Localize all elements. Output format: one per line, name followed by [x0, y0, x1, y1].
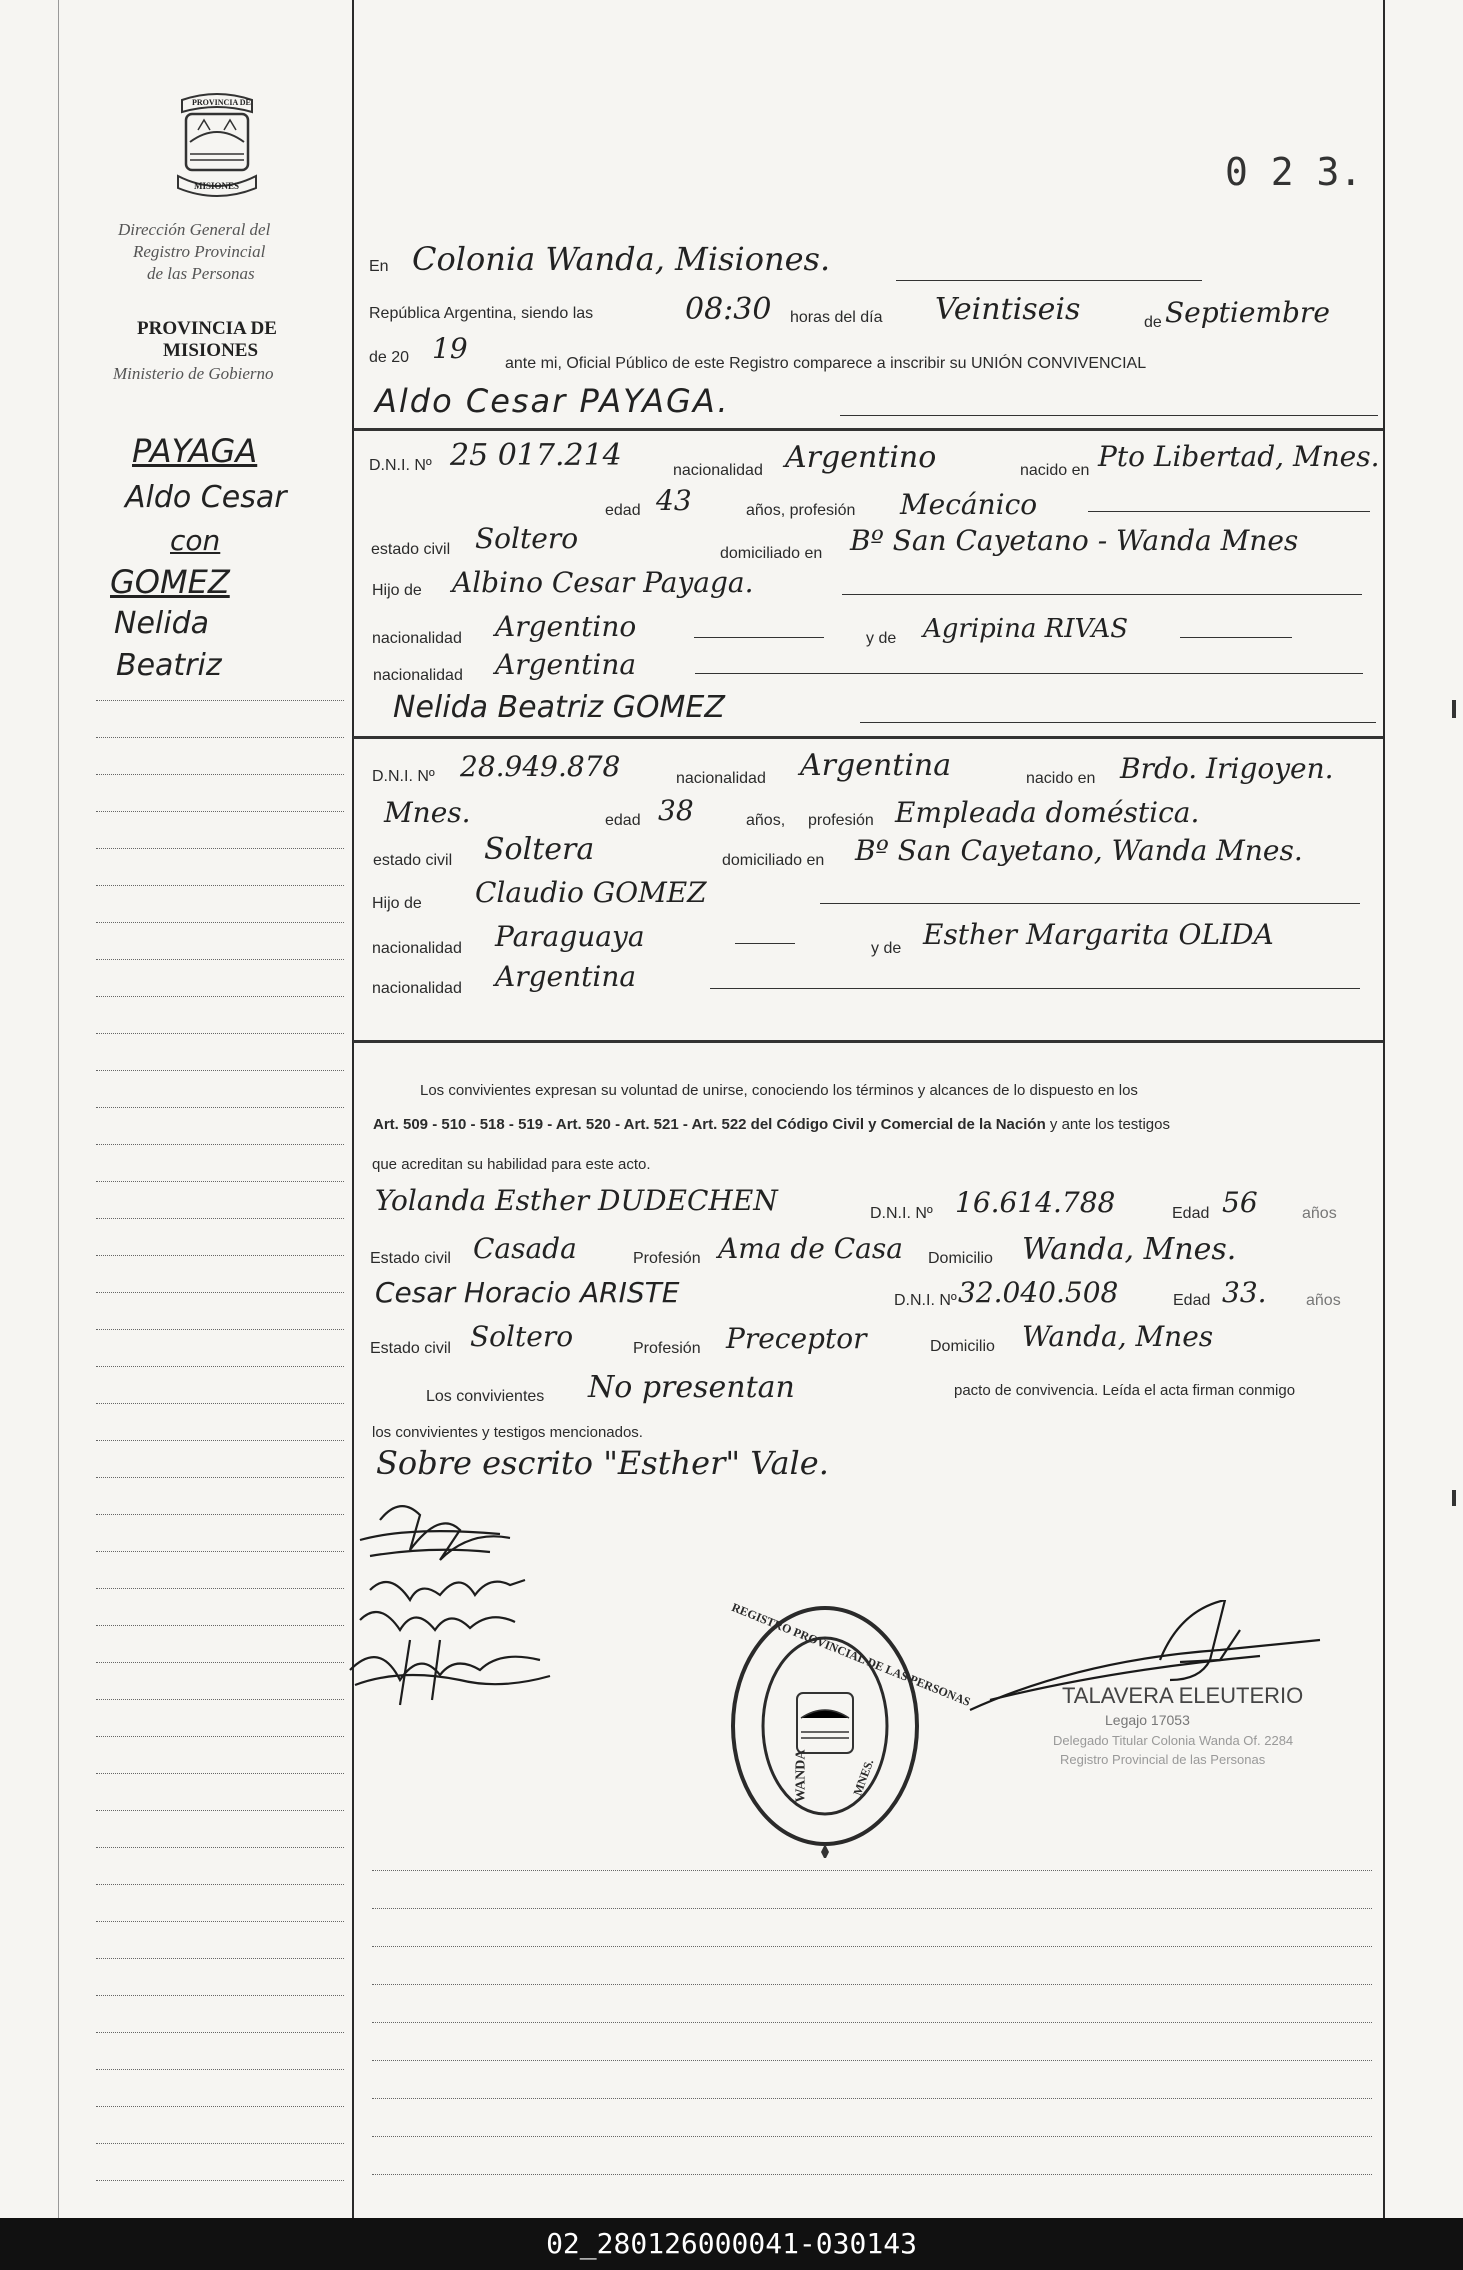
time-value: 08:30: [685, 292, 772, 327]
place-underline: [896, 280, 1202, 281]
p2-domicilio-label: domiciliado en: [722, 852, 825, 869]
person2-fullname: Nelida Beatriz GOMEZ: [393, 690, 725, 725]
margin-dotted-line: [96, 1588, 344, 1589]
official-signature: [960, 1600, 1340, 1730]
crest-top-text: PROVINCIA DE: [192, 98, 251, 107]
p2-nac-madre-label: nacionalidad: [372, 980, 462, 997]
w2-anos-label: años: [1306, 1292, 1341, 1309]
day-value: Veintiseis: [935, 292, 1081, 327]
ante-label: ante mi, Oficial Público de este Registro comparece a inscribir su UNIÓN CONVIVENCIAL: [505, 355, 1147, 372]
section-divider-1: [353, 428, 1383, 431]
w2-domicilio-label: Domicilio: [930, 1338, 995, 1355]
margin-dotted-line: [96, 1440, 344, 1441]
w2-name-value: Cesar Horacio ARISTE: [375, 1276, 680, 1309]
p2-nacido-label: nacido en: [1026, 770, 1096, 787]
p1-nacionalidad-label: nacionalidad: [673, 462, 763, 479]
closing-pacto-label: pacto de convivencia. Leída el acta firman conmigo: [954, 1382, 1296, 1399]
w2-dni-label: D.N.I. Nº: [894, 1292, 957, 1309]
margin-dotted-line: [96, 848, 344, 849]
closing-sobre-value: Sobre escrito "Esther" Vale.: [376, 1444, 829, 1482]
statement-line-3: que acreditan su habilidad para este acto.: [372, 1156, 651, 1173]
p1-hijo-label: Hijo de: [372, 582, 422, 599]
w1-estado-value: Casada: [473, 1232, 577, 1265]
right-border: [1383, 0, 1385, 2218]
year-prefix-label: de 20: [369, 349, 410, 366]
w2-edad-label: Edad: [1173, 1292, 1211, 1309]
p1-madre-line: [1180, 637, 1292, 638]
right-dotted-line: [372, 1946, 1372, 1947]
province-line-1: PROVINCIA DE: [137, 318, 277, 339]
stamp-ring-text: REGISTRO PROVINCIAL DE LAS PERSONAS: [729, 1600, 973, 1709]
p1-nac-padre-value: Argentino: [495, 610, 637, 643]
p1-dni-label: D.N.I. Nº: [369, 457, 432, 474]
margin-note-given-3: Beatriz: [116, 648, 222, 683]
margin-dotted-line: [96, 1958, 344, 1959]
signatures-cluster: [340, 1490, 560, 1720]
edge-mark: [1452, 700, 1456, 718]
p1-nac-madre-line: [695, 673, 1363, 674]
section-divider-3: [353, 1040, 1383, 1043]
margin-dotted-line: [96, 1810, 344, 1811]
margin-dotted-line: [96, 1070, 344, 1071]
p1-edad-line: [1088, 511, 1370, 512]
closing-presentan-value: No presentan: [588, 1370, 795, 1405]
margin-dotted-line: [96, 1403, 344, 1404]
p2-profesion-value: Empleada doméstica.: [895, 796, 1200, 829]
margin-dotted-line: [96, 1921, 344, 1922]
w2-profesion-value: Preceptor: [726, 1322, 867, 1355]
right-dotted-line: [372, 2174, 1372, 2175]
margin-dotted-line: [96, 2032, 344, 2033]
p2-nacionalidad-label: nacionalidad: [676, 770, 766, 787]
right-dotted-line: [372, 1984, 1372, 1985]
p2-domicilio-value: Bº San Cayetano, Wanda Mnes.: [855, 834, 1303, 867]
statement-articles: Art. 509 - 510 - 518 - 519 - Art. 520 - Art. 521 - Art. 522 del Código Civil y Comercial de la Nación: [373, 1116, 1046, 1133]
p2-nacionalidad-value: Argentina: [800, 748, 952, 783]
w1-name-value: Yolanda Esther DUDECHEN: [375, 1184, 778, 1217]
margin-dotted-line: [96, 1255, 344, 1256]
p2-nac-padre-value: Paraguaya: [495, 920, 645, 953]
p1-madre-value: Agripina RIVAS: [923, 614, 1129, 644]
margin-dotted-line: [96, 1218, 344, 1219]
p1-edad-value: 43: [656, 484, 692, 517]
official-legajo: Legajo 17053: [1105, 1712, 1190, 1728]
w1-anos-label: años: [1302, 1205, 1337, 1222]
margin-dotted-line: [96, 1181, 344, 1182]
margin-dotted-line: [96, 1736, 344, 1737]
margin-dotted-line: [96, 1477, 344, 1478]
margin-dotted-line: [96, 774, 344, 775]
margin-dotted-line: [96, 1847, 344, 1848]
margin-note-con: con: [170, 524, 221, 557]
province-line-2: MISIONES: [163, 340, 259, 361]
stamp-center-text: WANDA: [793, 1749, 809, 1803]
official-name: TALAVERA ELEUTERIO: [1062, 1683, 1304, 1708]
p1-nac-madre-label: nacionalidad: [373, 667, 463, 684]
p1-nac-padre-label: nacionalidad: [372, 630, 462, 647]
p2-padre-value: Claudio GOMEZ: [475, 876, 707, 909]
w1-profesion-value: Ama de Casa: [718, 1232, 903, 1265]
margin-dotted-line: [96, 1514, 344, 1515]
p2-nacido-value-2: Mnes.: [384, 796, 471, 829]
margin-dotted-line: [96, 1551, 344, 1552]
dept-line-1: Dirección General del: [118, 220, 271, 239]
statement-line-1: Los convivientes expresan su voluntad de unirse, conociendo los términos y alcances de lo dispuesto en los: [420, 1082, 1138, 1099]
p2-dni-value: 28.949.878: [460, 750, 621, 783]
registry-stamp: [725, 1598, 973, 1858]
p1-dni-value: 25 017.214: [450, 438, 622, 473]
w2-profesion-label: Profesión: [633, 1340, 701, 1357]
margin-note-given-1: Aldo Cesar: [125, 480, 287, 515]
margin-note-given-2: Nelida: [114, 606, 209, 641]
p1-nacido-label: nacido en: [1020, 462, 1090, 479]
margin-dotted-line: [96, 1107, 344, 1108]
p1-estado-label: estado civil: [371, 541, 451, 558]
margin-dotted-line: [96, 2106, 344, 2107]
p1-estado-value: Soltero: [475, 522, 579, 555]
w2-dni-value: 32.040.508: [958, 1276, 1119, 1309]
ministry-text: Ministerio de Gobierno: [113, 364, 274, 383]
p2-y-de-label: y de: [871, 940, 902, 957]
p2-nac-madre-line: [710, 988, 1360, 989]
p2-nac-padre-label: nacionalidad: [372, 940, 462, 957]
left-margin-border: [58, 0, 59, 2218]
w1-domicilio-value: Wanda, Mnes.: [1022, 1232, 1237, 1267]
republica-label: República Argentina, siendo las: [369, 305, 594, 322]
w1-edad-value: 56: [1222, 1186, 1258, 1219]
p1-profesion-value: Mecánico: [900, 488, 1038, 521]
w1-estado-label: Estado civil: [370, 1250, 451, 1267]
margin-dotted-line: [96, 922, 344, 923]
margin-dotted-line: [96, 1773, 344, 1774]
margin-dotted-line: [96, 2143, 344, 2144]
w2-estado-value: Soltero: [470, 1320, 574, 1353]
margin-dotted-line: [96, 811, 344, 812]
margin-dotted-line: [96, 885, 344, 886]
margin-dotted-line: [96, 1995, 344, 1996]
margin-dotted-line: [96, 2180, 344, 2181]
person2-name-underline: [860, 722, 1376, 723]
margin-dotted-line: [96, 1144, 344, 1145]
w2-edad-value: 33.: [1222, 1276, 1267, 1309]
margin-dotted-line: [96, 1625, 344, 1626]
right-dotted-line: [372, 1870, 1372, 1871]
closing-convivientes-label: Los convivientes: [426, 1388, 545, 1405]
w2-domicilio-value: Wanda, Mnes: [1022, 1320, 1214, 1353]
p2-dni-label: D.N.I. Nº: [372, 768, 435, 785]
person1-name-underline: [840, 415, 1378, 416]
margin-dotted-line: [96, 1662, 344, 1663]
margin-note-surname-1: PAYAGA: [132, 432, 258, 470]
w1-dni-value: 16.614.788: [955, 1186, 1116, 1219]
margin-dotted-line: [96, 700, 344, 701]
p1-domicilio-label: domiciliado en: [720, 545, 823, 562]
edge-mark: [1452, 1490, 1456, 1506]
margin-dotted-line: [96, 959, 344, 960]
right-dotted-line: [372, 2098, 1372, 2099]
p2-nac-madre-value: Argentina: [495, 960, 637, 993]
margin-dotted-line: [96, 1884, 344, 1885]
margin-dotted-line: [96, 1033, 344, 1034]
p2-nac-padre-line: [735, 943, 795, 944]
crest-banner-text: MISIONES: [194, 181, 240, 191]
section-divider-2: [353, 736, 1383, 739]
stamp-bottom-text: MNES.: [850, 1757, 877, 1798]
p2-nacido-value-1: Brdo. Irigoyen.: [1120, 752, 1334, 785]
year-suffix-value: 19: [432, 332, 468, 365]
w1-domicilio-label: Domicilio: [928, 1250, 993, 1267]
margin-dotted-line: [96, 737, 344, 738]
p2-estado-label: estado civil: [373, 852, 453, 869]
statement-line-2: [373, 1116, 1170, 1133]
w1-edad-label: Edad: [1172, 1205, 1210, 1222]
right-dotted-line: [372, 2060, 1372, 2061]
misiones-crest-logo: [168, 92, 266, 204]
statement-line-2-rest: y ante los testigos: [1049, 1116, 1170, 1133]
margin-dotted-line: [96, 1699, 344, 1700]
p2-padre-line: [820, 903, 1360, 904]
p1-padre-value: Albino Cesar Payaga.: [452, 566, 754, 599]
right-dotted-line: [372, 2022, 1372, 2023]
p1-edad-label: edad: [605, 502, 641, 519]
closing-line-2: los convivientes y testigos mencionados.: [372, 1424, 643, 1441]
person1-fullname: Aldo Cesar PAYAGA.: [375, 382, 730, 420]
p2-anos-label: años,: [746, 812, 786, 829]
p2-madre-value: Esther Margarita OLIDA: [923, 918, 1274, 951]
horas-label: horas del día: [790, 309, 883, 326]
p1-padre-line: [842, 594, 1362, 595]
margin-dotted-line: [96, 1329, 344, 1330]
margin-dotted-line: [96, 996, 344, 997]
p1-nacido-value: Pto Libertad, Mnes.: [1098, 440, 1380, 473]
column-divider: [352, 0, 354, 2218]
margin-note-surname-2: GOMEZ: [110, 563, 230, 601]
w1-profesion-label: Profesión: [633, 1250, 701, 1267]
dept-line-2: Registro Provincial: [133, 242, 266, 261]
scan-identifier-bar: 02_280126000041-030143: [0, 2218, 1463, 2270]
right-dotted-line: [372, 2136, 1372, 2137]
p1-domicilio-value: Bº San Cayetano - Wanda Mnes: [850, 524, 1299, 557]
p2-hijo-label: Hijo de: [372, 895, 422, 912]
margin-dotted-line: [96, 2069, 344, 2070]
w2-estado-label: Estado civil: [370, 1340, 451, 1357]
official-cargo: Delegado Titular Colonia Wanda Of. 2284: [1053, 1733, 1294, 1748]
en-label: En: [369, 258, 389, 275]
month-value: Septiembre: [1165, 296, 1330, 329]
p1-y-de-label: y de: [866, 630, 897, 647]
p2-edad-label: edad: [605, 812, 641, 829]
p1-nac-madre-value: Argentina: [495, 648, 637, 681]
page-number: 0 2 3.: [1225, 150, 1363, 194]
p1-nacionalidad-value: Argentino: [785, 440, 937, 475]
right-dotted-line: [372, 1908, 1372, 1909]
de-label: de: [1144, 314, 1162, 331]
official-registro: Registro Provincial de las Personas: [1060, 1752, 1266, 1767]
p1-nac-padre-line: [694, 637, 824, 638]
p2-profesion-label: profesión: [808, 812, 874, 829]
margin-dotted-line: [96, 1366, 344, 1367]
place-value: Colonia Wanda, Misiones.: [412, 240, 831, 278]
margin-dotted-line: [96, 1292, 344, 1293]
dept-line-3: de las Personas: [147, 264, 255, 283]
p1-anos-label: años, profesión: [746, 502, 856, 519]
p2-edad-value: 38: [658, 794, 694, 827]
p2-estado-value: Soltera: [484, 832, 595, 867]
w1-dni-label: D.N.I. Nº: [870, 1205, 933, 1222]
